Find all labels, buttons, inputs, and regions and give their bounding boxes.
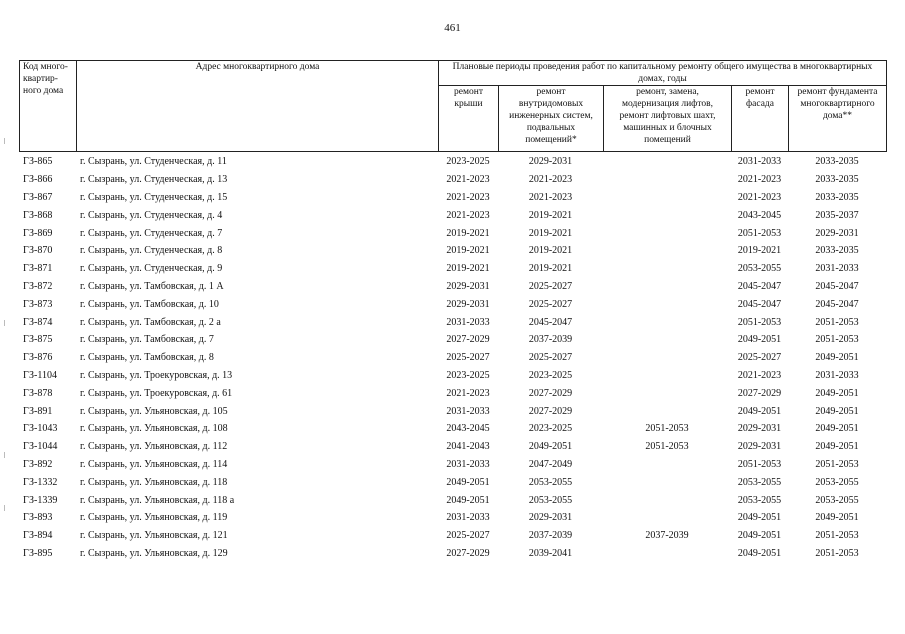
cell-facade: 2053-2055 [737,263,782,275]
cell-foundation: 2033-2035 [815,245,859,257]
cell-code: ГЗ-876 [23,352,53,364]
table-row [19,545,886,563]
cell-engineering: 2019-2021 [528,245,573,257]
cell-code: ГЗ-872 [23,280,53,292]
cell-facade: 2045-2047 [737,298,782,310]
cell-facade: 2053-2055 [737,476,782,488]
cell-address: г. Сызрань, ул. Троекуровская, д. 13 [80,369,233,381]
table-row [19,260,886,278]
cell-code: ГЗ-1339 [23,494,58,506]
cell-engineering: 2027-2029 [528,387,573,399]
table-row [19,438,886,456]
cell-roof: 2043-2045 [446,423,490,435]
cell-code: ГЗ-878 [23,387,53,399]
cell-foundation: 2045-2047 [815,298,859,310]
cell-code: ГЗ-1044 [23,441,58,453]
cell-foundation: 2033-2035 [815,174,859,186]
cell-elevators [603,171,731,189]
cell-foundation: 2049-2051 [815,423,859,435]
cell-code: ГЗ-1332 [23,476,58,488]
cell-foundation: 2051-2053 [815,547,859,559]
header-roof: ремонт крыши [439,86,499,152]
cell-address: г. Сызрань, ул. Тамбовская, д. 7 [80,334,214,346]
table-row [19,206,886,224]
table-row [19,509,886,527]
cell-foundation: 2051-2053 [815,530,859,542]
margin-mark [4,320,5,326]
cell-code: ГЗ-891 [23,405,53,417]
cell-roof: 2031-2033 [446,458,490,470]
cell-elevators [603,456,731,474]
cell-elevators [603,473,731,491]
cell-engineering: 2023-2025 [528,423,573,435]
cell-engineering: 2019-2021 [528,209,573,221]
cell-engineering: 2053-2055 [528,494,573,506]
cell-facade: 2019-2021 [737,245,782,257]
cell-facade: 2031-2033 [737,156,782,168]
cell-engineering: 2019-2021 [528,263,573,275]
cell-address: г. Сызрань, ул. Ульяновская, д. 129 [80,547,228,559]
cell-code: ГЗ-893 [23,512,53,524]
cell-engineering: 2053-2055 [528,476,573,488]
table-row [19,456,886,474]
cell-address: г. Сызрань, ул. Студенческая, д. 4 [80,209,223,221]
table-row [19,295,886,313]
cell-code: ГЗ-867 [23,191,53,203]
cell-address: г. Сызрань, ул. Тамбовская, д. 2 а [80,316,221,328]
cell-address: г. Сызрань, ул. Студенческая, д. 15 [80,191,228,203]
cell-facade: 2049-2051 [737,405,782,417]
cell-engineering: 2029-2031 [528,156,573,168]
cell-elevators: 2051-2053 [645,423,689,435]
cell-address: г. Сызрань, ул. Ульяновская, д. 121 [80,530,228,542]
cell-roof: 2019-2021 [446,245,490,257]
cell-address: г. Сызрань, ул. Тамбовская, д. 8 [80,352,214,364]
cell-code: ГЗ-895 [23,547,53,559]
table-row [19,473,886,491]
header-facade: ремонт фасада [732,86,789,152]
cell-elevators [603,491,731,509]
cell-foundation: 2053-2055 [815,494,859,506]
cell-engineering: 2025-2027 [528,298,573,310]
cell-roof: 2021-2023 [446,174,490,186]
cell-foundation: 2049-2051 [815,387,859,399]
cell-engineering: 2029-2031 [528,512,573,524]
margin-mark [4,452,5,458]
cell-roof: 2031-2033 [446,512,490,524]
cell-facade: 2025-2027 [737,352,782,364]
cell-foundation: 2051-2053 [815,458,859,470]
cell-code: ГЗ-865 [23,156,53,168]
cell-code: ГЗ-873 [23,298,53,310]
cell-code: ГЗ-1043 [23,423,58,435]
header-address: Адрес многоквартирного дома [77,61,439,152]
cell-address: г. Сызрань, ул. Тамбовская, д. 10 [80,298,219,310]
table-row [19,491,886,509]
data-table [19,153,886,562]
cell-engineering: 2045-2047 [528,316,573,328]
cell-facade: 2049-2051 [737,512,782,524]
cell-code: ГЗ-868 [23,209,53,221]
cell-foundation: 2045-2047 [815,280,859,292]
cell-elevators: 2037-2039 [645,530,689,542]
cell-facade: 2021-2023 [737,174,782,186]
cell-foundation: 2049-2051 [815,352,859,364]
cell-facade: 2043-2045 [737,209,782,221]
cell-elevators [603,206,731,224]
cell-address: г. Сызрань, ул. Ульяновская, д. 112 [80,441,228,453]
cell-address: г. Сызрань, ул. Ульяновская, д. 118 а [80,494,235,506]
cell-roof: 2021-2023 [446,387,490,399]
cell-code: ГЗ-875 [23,334,53,346]
table-row [19,331,886,349]
cell-address: г. Сызрань, ул. Студенческая, д. 11 [80,156,227,168]
cell-elevators [603,402,731,420]
cell-foundation: 2049-2051 [815,405,859,417]
cell-code: ГЗ-874 [23,316,53,328]
table-row [19,153,886,171]
cell-facade: 2021-2023 [737,191,782,203]
cell-facade: 2045-2047 [737,280,782,292]
cell-elevators [603,313,731,331]
cell-foundation: 2053-2055 [815,476,859,488]
cell-address: г. Сызрань, ул. Ульяновская, д. 108 [80,423,228,435]
table-row [19,402,886,420]
cell-roof: 2019-2021 [446,263,490,275]
cell-address: г. Сызрань, ул. Ульяновская, д. 114 [80,458,228,470]
table-row [19,527,886,545]
cell-elevators [603,349,731,367]
cell-facade: 2051-2053 [737,458,782,470]
cell-foundation: 2031-2033 [815,369,859,381]
cell-foundation: 2029-2031 [815,227,859,239]
header-code: Код много- квартир- ного дома [20,61,77,152]
cell-elevators [603,153,731,171]
cell-code: ГЗ-869 [23,227,53,239]
cell-foundation: 2051-2053 [815,334,859,346]
table-row [19,384,886,402]
cell-elevators: 2051-2053 [645,441,689,453]
margin-mark [4,138,5,144]
cell-facade: 2053-2055 [737,494,782,506]
table-row [19,367,886,385]
cell-elevators [603,545,731,563]
cell-elevators [603,509,731,527]
table-row [19,189,886,207]
cell-roof: 2025-2027 [446,352,490,364]
cell-address: г. Сызрань, ул. Ульяновская, д. 105 [80,405,228,417]
cell-roof: 2027-2029 [446,334,490,346]
cell-address: г. Сызрань, ул. Тамбовская, д. 1 А [80,280,224,292]
cell-address: г. Сызрань, ул. Ульяновская, д. 118 [80,476,228,488]
cell-facade: 2049-2051 [737,334,782,346]
cell-roof: 2049-2051 [446,494,490,506]
cell-engineering: 2023-2025 [528,369,573,381]
cell-code: ГЗ-894 [23,530,53,542]
cell-engineering: 2025-2027 [528,352,573,364]
cell-address: г. Сызрань, ул. Студенческая, д. 7 [80,227,223,239]
cell-foundation: 2049-2051 [815,441,859,453]
cell-roof: 2041-2043 [446,441,490,453]
cell-elevators [603,367,731,385]
cell-address: г. Сызрань, ул. Ульяновская, д. 119 [80,512,228,524]
cell-roof: 2025-2027 [446,530,490,542]
table-row [19,349,886,367]
header-engineering: ремонт внутридомовых инженерных систем, подвальных помещений* [499,86,604,152]
cell-engineering: 2037-2039 [528,334,573,346]
cell-engineering: 2019-2021 [528,227,573,239]
table-row [19,420,886,438]
cell-code: ГЗ-1104 [23,369,57,381]
cell-facade: 2049-2051 [737,547,782,559]
cell-address: г. Сызрань, ул. Студенческая, д. 13 [80,174,228,186]
cell-elevators [603,295,731,313]
cell-code: ГЗ-870 [23,245,53,257]
cell-engineering: 2025-2027 [528,280,573,292]
header-periods: Плановые периоды проведения работ по капитальному ремонту общего имущества в многоквартирных домах, годы [439,61,887,86]
cell-engineering: 2021-2023 [528,191,573,203]
cell-address: г. Сызрань, ул. Троекуровская, д. 61 [80,387,233,399]
cell-foundation: 2033-2035 [815,156,859,168]
header-foundation: ремонт фундамента многоквартирного дома** [789,86,887,152]
cell-roof: 2023-2025 [446,156,490,168]
table-row [19,171,886,189]
cell-roof: 2023-2025 [446,369,490,381]
table-row [19,224,886,242]
cell-code: ГЗ-866 [23,174,53,186]
cell-engineering: 2047-2049 [528,458,573,470]
margin-mark [4,505,5,511]
cell-address: г. Сызрань, ул. Студенческая, д. 9 [80,263,223,275]
cell-address: г. Сызрань, ул. Студенческая, д. 8 [80,245,223,257]
cell-roof: 2031-2033 [446,405,490,417]
cell-facade: 2027-2029 [737,387,782,399]
cell-engineering: 2039-2041 [528,547,573,559]
cell-roof: 2021-2023 [446,191,490,203]
cell-elevators [603,224,731,242]
cell-code: ГЗ-892 [23,458,53,470]
cell-roof: 2049-2051 [446,476,490,488]
table-row [19,278,886,296]
cell-engineering: 2037-2039 [528,530,573,542]
cell-code: ГЗ-871 [23,263,53,275]
cell-facade: 2051-2053 [737,227,782,239]
cell-engineering: 2049-2051 [528,441,573,453]
cell-roof: 2031-2033 [446,316,490,328]
cell-engineering: 2021-2023 [528,174,573,186]
table-row [19,242,886,260]
cell-roof: 2027-2029 [446,547,490,559]
cell-elevators [603,260,731,278]
cell-roof: 2029-2031 [446,280,490,292]
cell-facade: 2021-2023 [737,369,782,381]
table-body [19,153,886,562]
cell-engineering: 2027-2029 [528,405,573,417]
cell-roof: 2019-2021 [446,227,490,239]
cell-foundation: 2035-2037 [815,209,859,221]
table-header [19,60,887,152]
cell-facade: 2049-2051 [737,530,782,542]
cell-facade: 2029-2031 [737,423,782,435]
cell-facade: 2051-2053 [737,316,782,328]
cell-foundation: 2031-2033 [815,263,859,275]
page-number: 461 [444,22,461,34]
cell-elevators [603,384,731,402]
cell-elevators [603,278,731,296]
cell-facade: 2029-2031 [737,441,782,453]
cell-foundation: 2051-2053 [815,316,859,328]
cell-foundation: 2033-2035 [815,191,859,203]
cell-foundation: 2049-2051 [815,512,859,524]
cell-elevators [603,189,731,207]
cell-roof: 2021-2023 [446,209,490,221]
cell-elevators [603,331,731,349]
table-row [19,313,886,331]
cell-elevators [603,242,731,260]
cell-roof: 2029-2031 [446,298,490,310]
header-elevators: ремонт, замена, модернизация лифтов, ремонт лифтовых шахт, машинных и блочных помещений [604,86,732,152]
